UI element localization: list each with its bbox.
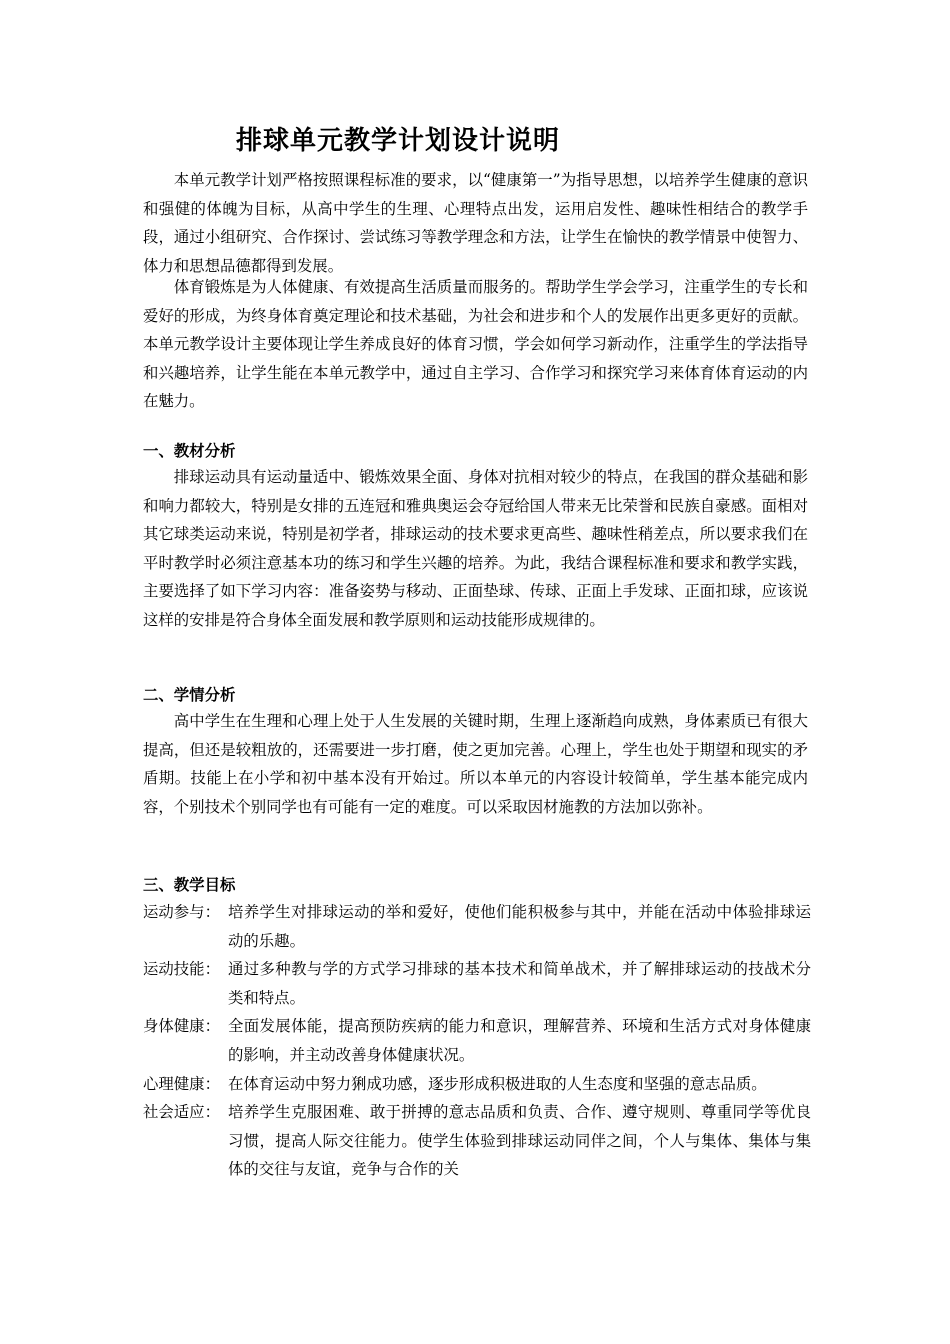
student-analysis-paragraph: 高中学生在生理和心理上处于人生发展的关键时期，生理上逐渐趋向成熟，身体素质已有很大提高，但还是较粗放的，还需要进一步打磨，使之更加完善。心理上，学生也处于期望和现实的矛盾期。技能上在小学和初中基本没有开始过。所以本单元的内容设计较简单，学生基本能完成内容，个别技术个别同学也有可能有一定的难度。可以采取因材施教的方法加以弥补。 (143, 712, 808, 816)
goal-text: 培养学生对排球运动的举和爱好，使他们能积极参与其中，并能在活动中体验排球运动的乐趣。 (228, 903, 811, 950)
document-title: 排球单元教学计划设计说明 (236, 126, 561, 156)
goal-text: 通过多种教与学的方式学习排球的基本技术和简单战术，并了解排球运动的技战术分类和特点。 (228, 960, 811, 1007)
goal-text: 全面发展体能，提高预防疾病的能力和意识，理解营养、环境和生活方式对身体健康的影响，并主动改善身体健康状况。 (228, 1017, 811, 1064)
intro-paragraph-2: 体育锻炼是为人体健康、有效提高生活质量而服务的。帮助学生学会学习，注重学生的专长和爱好的形成，为终身体育奠定理论和技术基础，为社会和进步和个人的发展作出更多更好的贡献。本单元教学设计主要体现让学生养成良好的体育习惯，学会如何学习新动作，注重学生的学法指导和兴趣培养，让学生能在本单元教学中，通过自主学习、合作学习和探究学习来体育体育运动的内在魅力。 (143, 278, 808, 411)
intro-paragraph-1: 本单元教学计划严格按照课程标准的要求，以“健康第一”为指导思想，以培养学生健康的意识和强健的体魄为目标，从高中学生的生理、心理特点出发，运用启发性、趣味性相结合的教学手段，通过小组研究、合作探讨、尝试练习等教学理念和方法，让学生在愉快的教学情景中使智力、体力和思想品德都得到发展。 (143, 171, 808, 275)
goal-label: 运动参与： (143, 903, 220, 921)
teaching-goals-list (143, 898, 811, 1184)
goal-label: 心理健康： (143, 1074, 220, 1093)
goal-item-social-adaptation (143, 1098, 811, 1184)
goal-text: 培养学生克服困难、敢于拼搏的意志品质和负责、合作、遵守规则、尊重同学等优良习惯，提高人际交往能力。使学生体验到排球运动同伴之间，个人与集体、集体与集体的交往与友谊，竞争与合作的关 (228, 1103, 811, 1179)
goal-label: 运动技能： (143, 960, 220, 979)
goal-item-physical-health (143, 1012, 811, 1069)
section-heading-goals: 三、教学目标 (143, 876, 236, 894)
goal-label: 身体健康： (143, 1017, 220, 1036)
goal-label: 社会适应： (143, 1103, 220, 1122)
section-heading-material: 一、教材分析 (143, 442, 236, 460)
material-analysis-paragraph: 排球运动具有运动量适中、锻炼效果全面、身体对抗相对较少的特点，在我国的群众基础和影和响力都较大，特别是女排的五连冠和雅典奥运会夺冠给国人带来无比荣誉和民族自豪感。面相对其它球类运动来说，特别是初学者，排球运动的技术要求更高些、趣味性稍差点，所以要求我们在平时教学时必须注意基本功的练习和学生兴趣的培养。为此，我结合课程标准和要求和教学实践，主要选择了如下学习内容：准备姿势与移动、正面垫球、传球、正面上手发球、正面扣球，应该说这样的安排是符合身体全面发展和教学原则和运动技能形成规律的。 (143, 468, 808, 629)
goal-item-participation (143, 898, 811, 955)
section-heading-students: 二、学情分析 (143, 686, 236, 704)
goal-item-mental-health (143, 1070, 811, 1099)
goal-item-skills (143, 955, 811, 1012)
goal-text: 在体育运动中努力猁成功感，逐步形成积极进取的人生态度和坚强的意志品质。 (228, 1074, 767, 1093)
